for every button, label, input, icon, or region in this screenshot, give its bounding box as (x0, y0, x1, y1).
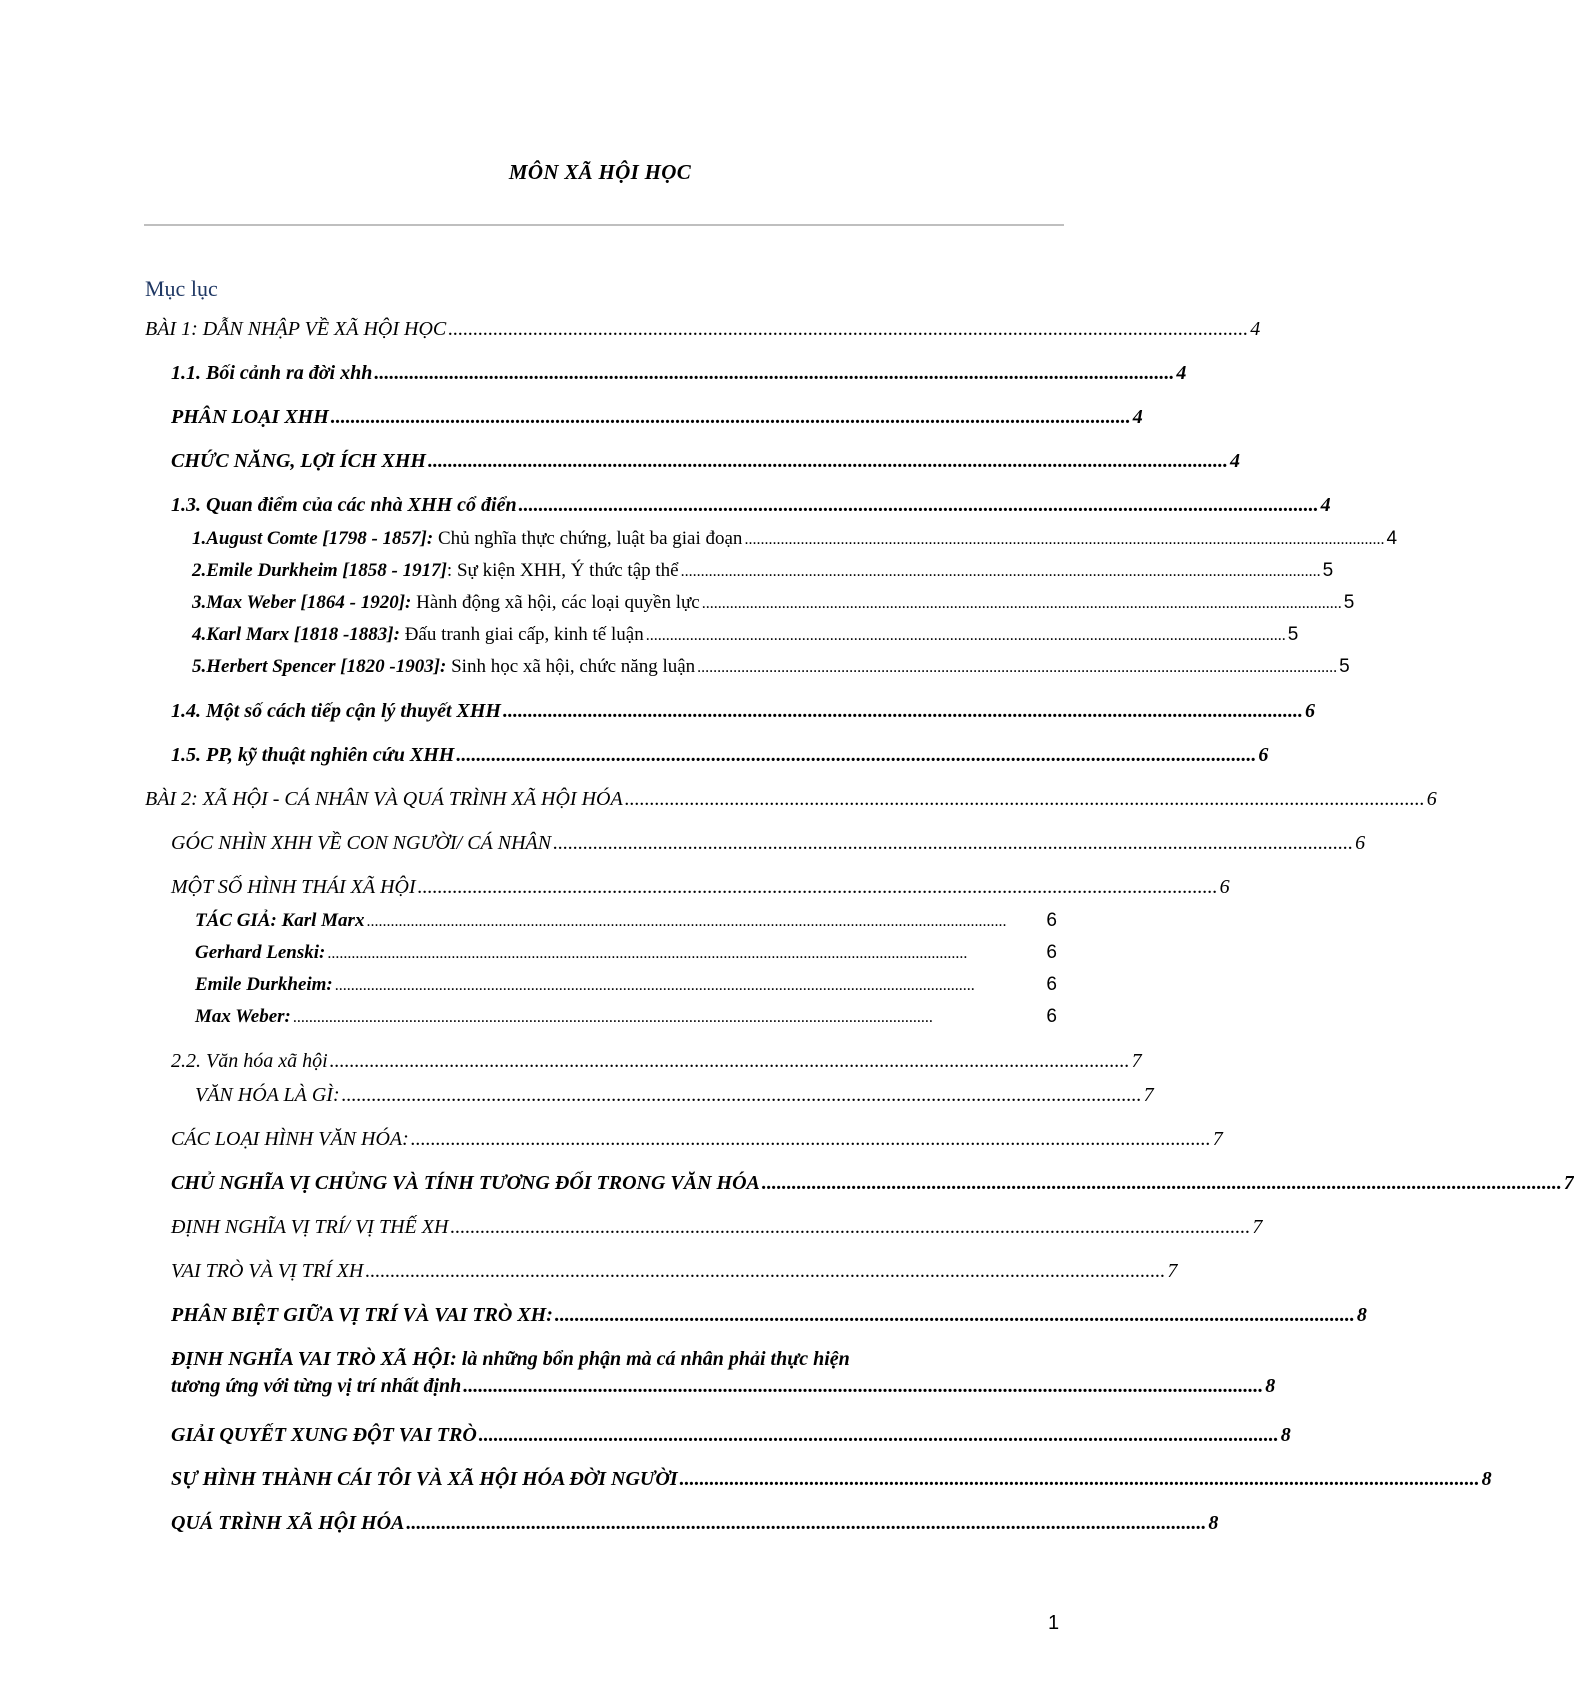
toc-entry-text: 1.5. PP, kỹ thuật nghiên cứu XHH (171, 744, 455, 766)
toc-leader-dots: ................................................................................................................................................................ (329, 1050, 1130, 1072)
toc-entry[interactable] (145, 788, 1437, 811)
toc-leader-dots: ................................................................................................................................................................ (478, 1424, 1279, 1446)
toc-entry[interactable] (171, 494, 1331, 517)
toc-entry[interactable] (171, 832, 1366, 855)
toc-entry[interactable] (171, 362, 1187, 385)
toc-entry-page: 8 (1265, 1375, 1276, 1397)
toc-entry-page: 6 (1305, 700, 1315, 722)
toc-entry[interactable] (171, 744, 1269, 767)
toc-entry[interactable] (171, 700, 1315, 723)
toc-entry-title: 4.Karl Marx [1818 -1883]: (192, 624, 400, 645)
toc-entry[interactable] (192, 560, 1334, 582)
toc-entry[interactable] (192, 624, 1299, 646)
toc-entry[interactable] (171, 406, 1143, 429)
toc-entry-page: 4 (1176, 362, 1187, 384)
toc-entry[interactable] (171, 1260, 1178, 1283)
toc-entry-page: 6 (1046, 1006, 1057, 1027)
toc-leader-dots: ................................................................................................................................................................ (744, 531, 1385, 548)
toc-entry-page: 4 (1320, 494, 1331, 516)
title-divider (144, 224, 1064, 226)
toc-leader-dots: ................................................................................................................................................................ (503, 700, 1303, 722)
toc-entry-text: BÀI 1: DẪN NHẬP VỀ XÃ HỘI HỌC (145, 318, 447, 340)
toc-entry-multiline[interactable] (171, 1348, 1276, 1398)
toc-leader-dots: ................................................................................................................................................................ (330, 406, 1131, 428)
toc-entry-description: Sinh học xã hội, chức năng luận (446, 656, 696, 677)
toc-leader-dots: ................................................................................................................................................................ (365, 1260, 1166, 1282)
toc-leader-dots: ................................................................................................................................................................ (374, 362, 1175, 384)
toc-entry-title: Max Weber: (195, 1006, 291, 1027)
toc-leader-dots: ................................................................................................................................................................ (645, 627, 1286, 644)
toc-entry-page: 7 (1212, 1128, 1223, 1150)
toc-leader-dots: ................................................................................................................................................................ (761, 1172, 1562, 1194)
toc-leader-dots: ................................................................................................................................................................ (679, 1468, 1480, 1490)
toc-entry-page: 8 (1280, 1424, 1291, 1446)
toc-entry-text: CHỨC NĂNG, LỢI ÍCH XHH (171, 450, 426, 472)
toc-entry-text: 1.4. Một số cách tiếp cận lý thuyết XHH (171, 700, 501, 722)
toc-entry-description: Chủ nghĩa thực chứng, luật ba giai đoạn (433, 528, 743, 549)
toc-entry-page: 4 (1250, 318, 1261, 340)
toc-entry-page: 6 (1426, 788, 1437, 810)
toc-leader-dots: ................................................................................................................................................................ (327, 945, 968, 962)
toc-entry-title: 5.Herbert Spencer [1820 -1903]: (192, 656, 447, 677)
toc-entry[interactable] (171, 1304, 1367, 1327)
toc-entry-text: MỘT SỐ HÌNH THÁI XÃ HỘI (171, 876, 416, 898)
toc-entry[interactable] (195, 1006, 1057, 1028)
toc-entry-page: 5 (1322, 560, 1334, 581)
toc-entry-text: CHỦ NGHĨA VỊ CHỦNG VÀ TÍNH TƯƠNG ĐỐI TRONG VĂN HÓA (171, 1172, 760, 1194)
toc-entry-page: 8 (1481, 1468, 1492, 1490)
toc-entry-text-line2: tương ứng với từng vị trí nhất định (171, 1375, 462, 1397)
toc-entry-text: SỰ HÌNH THÀNH CÁI TÔI VÀ XÃ HỘI HÓA ĐỜI NGƯỜI (171, 1468, 678, 1490)
toc-entry-text: ĐỊNH NGHĨA VỊ TRÍ/ VỊ THẾ XH (171, 1216, 449, 1238)
toc-entry[interactable] (192, 656, 1350, 678)
toc-entry-title: TÁC GIẢ: Karl Marx (195, 910, 365, 931)
toc-leader-dots: ................................................................................................................................................................ (427, 450, 1228, 472)
toc-entry[interactable] (171, 1424, 1291, 1447)
toc-entry[interactable] (171, 1172, 1574, 1195)
toc-entry-text: PHÂN LOẠI XHH (171, 406, 329, 428)
toc-entry-page: 7 (1131, 1050, 1142, 1072)
toc-entry-description: Đấu tranh giai cấp, kinh tế luận (399, 624, 644, 645)
toc-leader-dots: ................................................................................................................................................................ (341, 1084, 1142, 1106)
toc-entry-description: Hành động xã hội, các loại quyền lực (411, 592, 700, 613)
document-title: MÔN XÃ HỘI HỌC (508, 160, 692, 184)
toc-entry-text: GÓC NHÌN XHH VỀ CON NGƯỜI/ CÁ NHÂN (171, 832, 552, 854)
toc-entry[interactable] (171, 1512, 1219, 1535)
toc-entry-page: 7 (1563, 1172, 1574, 1194)
toc-leader-dots: ................................................................................................................................................................ (292, 1009, 933, 1026)
toc-entry-page: 8 (1356, 1304, 1367, 1326)
toc-entry-text: VAI TRÒ VÀ VỊ TRÍ XH (171, 1260, 364, 1282)
toc-entry-text: CÁC LOẠI HÌNH VĂN HÓA: (171, 1128, 409, 1150)
toc-entry-page: 8 (1208, 1512, 1219, 1534)
toc-entry-title: Gerhard Lenski: (195, 942, 326, 963)
toc-entry[interactable] (171, 1216, 1263, 1239)
toc-entry[interactable] (171, 1128, 1223, 1151)
toc-entry[interactable] (192, 592, 1355, 614)
toc-leader-dots: ................................................................................................................................................................ (450, 1216, 1251, 1238)
toc-leader-dots: ................................................................................................................................................................ (697, 659, 1338, 676)
toc-entry[interactable] (195, 942, 1057, 964)
toc-leader-dots: ................................................................................................................................................................ (463, 1375, 1264, 1397)
toc-leader-dots: ................................................................................................................................................................ (553, 832, 1354, 854)
toc-entry-page: 5 (1287, 624, 1299, 645)
toc-entry-page: 7 (1143, 1084, 1154, 1106)
toc-leader-dots: ................................................................................................................................................................ (417, 876, 1218, 898)
toc-entry-text-line1: ĐỊNH NGHĨA VAI TRÒ XÃ HỘI: là những bổn phận mà cá nhân phải thực hiện (171, 1348, 850, 1370)
toc-entry[interactable] (195, 910, 1057, 932)
toc-leader-dots: ................................................................................................................................................................ (456, 744, 1257, 766)
toc-entry-page: 7 (1252, 1216, 1263, 1238)
toc-entry[interactable] (145, 318, 1261, 341)
toc-leader-dots: ................................................................................................................................................................ (624, 788, 1425, 810)
toc-entry-text: 1.1. Bối cảnh ra đời xhh (171, 362, 373, 384)
toc-entry[interactable] (171, 1468, 1492, 1491)
toc-leader-dots: ................................................................................................................................................................ (406, 1512, 1207, 1534)
toc-entry[interactable] (192, 528, 1398, 550)
toc-entry-text: PHÂN BIỆT GIỮA VỊ TRÍ VÀ VAI TRÒ XH: (171, 1304, 553, 1326)
toc-entry-text: QUÁ TRÌNH XÃ HỘI HÓA (171, 1512, 405, 1534)
toc-entry-text: 2.2. Văn hóa xã hội (171, 1050, 328, 1072)
toc-leader-dots: ................................................................................................................................................................ (554, 1304, 1355, 1326)
toc-entry-description: : Sự kiện XHH, Ý thức tập thể (446, 560, 679, 581)
toc-entry-text: BÀI 2: XÃ HỘI - CÁ NHÂN VÀ QUÁ TRÌNH XÃ HỘI HÓA (145, 788, 623, 810)
toc-entry-page: 6 (1046, 974, 1057, 995)
toc-entry-text: GIẢI QUYẾT XUNG ĐỘT VAI TRÒ (171, 1424, 477, 1446)
toc-entry[interactable] (195, 1084, 1154, 1107)
toc-entry[interactable] (171, 450, 1240, 473)
toc-entry-page: 4 (1132, 406, 1143, 428)
toc-entry-title: 2.Emile Durkheim [1858 - 1917] (192, 560, 447, 581)
toc-heading: Mục lục (145, 276, 218, 301)
toc-entry[interactable] (195, 974, 1057, 996)
toc-entry-page: 4 (1386, 528, 1398, 549)
toc-entry-page: 6 (1258, 744, 1269, 766)
toc-entry-text: 1.3. Quan điểm của các nhà XHH cổ điển (171, 494, 517, 516)
toc-entry-title: Emile Durkheim: (195, 974, 333, 995)
toc-leader-dots: ................................................................................................................................................................ (448, 318, 1249, 340)
toc-entry-page: 7 (1167, 1260, 1178, 1282)
toc-leader-dots: ................................................................................................................................................................ (680, 563, 1321, 580)
toc-entry-page: 6 (1355, 832, 1366, 854)
toc-leader-dots: ................................................................................................................................................................ (410, 1128, 1211, 1150)
toc-entry-text: VĂN HÓA LÀ GÌ: (195, 1084, 340, 1106)
toc-leader-dots: ................................................................................................................................................................ (701, 595, 1342, 612)
toc-entry-title: 3.Max Weber [1864 - 1920]: (192, 592, 412, 613)
toc-leader-dots: ................................................................................................................................................................ (366, 913, 1007, 930)
toc-entry-page: 6 (1046, 942, 1057, 963)
toc-entry-page: 6 (1219, 876, 1230, 898)
toc-leader-dots: ................................................................................................................................................................ (518, 494, 1319, 516)
toc-entry-page: 6 (1046, 910, 1057, 931)
toc-entry-title: 1.August Comte [1798 - 1857]: (192, 528, 434, 549)
page-number: 1 (1048, 1612, 1060, 1634)
toc-entry-page: 4 (1229, 450, 1240, 472)
toc-entry-page: 5 (1339, 656, 1350, 677)
toc-leader-dots: ................................................................................................................................................................ (334, 977, 975, 994)
toc-entry[interactable] (171, 876, 1230, 899)
toc-entry-page: 5 (1343, 592, 1355, 613)
toc-entry[interactable] (171, 1050, 1142, 1073)
